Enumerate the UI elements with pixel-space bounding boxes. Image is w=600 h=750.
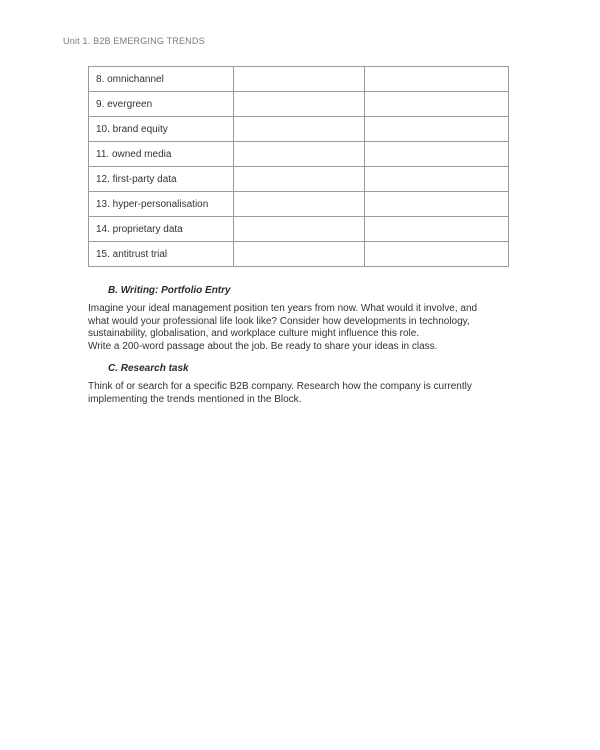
table-row — [89, 217, 509, 242]
term-cell: 13. hyper-personalisation — [89, 192, 234, 217]
answer-cell — [365, 117, 509, 142]
answer-cell — [234, 92, 365, 117]
term-cell: 14. proprietary data — [89, 217, 234, 242]
table-row — [89, 192, 509, 217]
answer-cell — [234, 192, 365, 217]
table-row — [89, 142, 509, 167]
answer-cell — [365, 142, 509, 167]
section-b-body — [88, 303, 528, 353]
running-header: Unit 1. B2B EMERGING TRENDS — [63, 36, 205, 46]
answer-cell — [234, 217, 365, 242]
paragraph-line: what would your professional life look like? Consider how developments in technology, — [88, 315, 470, 327]
answer-cell — [234, 167, 365, 192]
answer-cell — [365, 242, 509, 267]
answer-cell — [365, 167, 509, 192]
table-row — [89, 67, 509, 92]
paragraph-line: Think of or search for a specific B2B company. Research how the company is currently — [88, 381, 472, 392]
term-cell: 8. omnichannel — [89, 67, 234, 92]
answer-cell — [365, 192, 509, 217]
paragraph-line: implementing the trends mentioned in the Block. — [88, 393, 302, 405]
answer-cell — [365, 217, 509, 242]
section-c-title: C. Research task — [108, 363, 189, 374]
section-c-body — [88, 381, 528, 406]
section-b-title: B. Writing: Portfolio Entry — [108, 285, 231, 296]
term-cell: 12. first-party data — [89, 167, 234, 192]
term-cell: 9. evergreen — [89, 92, 234, 117]
answer-cell — [234, 142, 365, 167]
term-cell: 10. brand equity — [89, 117, 234, 142]
answer-cell — [234, 242, 365, 267]
table-row — [89, 242, 509, 267]
answer-cell — [365, 92, 509, 117]
vocabulary-table — [88, 66, 509, 267]
answer-cell — [365, 67, 509, 92]
answer-cell — [234, 67, 365, 92]
table-row — [89, 92, 509, 117]
answer-cell — [234, 117, 365, 142]
paragraph-line: Write a 200-word passage about the job. Be ready to share your ideas in class. — [88, 340, 438, 352]
table-row — [89, 167, 509, 192]
term-cell: 15. antitrust trial — [89, 242, 234, 267]
term-cell: 11. owned media — [89, 142, 234, 167]
paragraph-line: Imagine your ideal management position ten years from now. What would it involve, and — [88, 303, 478, 314]
table-row — [89, 117, 509, 142]
paragraph-line: sustainability, globalisation, and workplace culture might influence this role. — [88, 328, 420, 339]
